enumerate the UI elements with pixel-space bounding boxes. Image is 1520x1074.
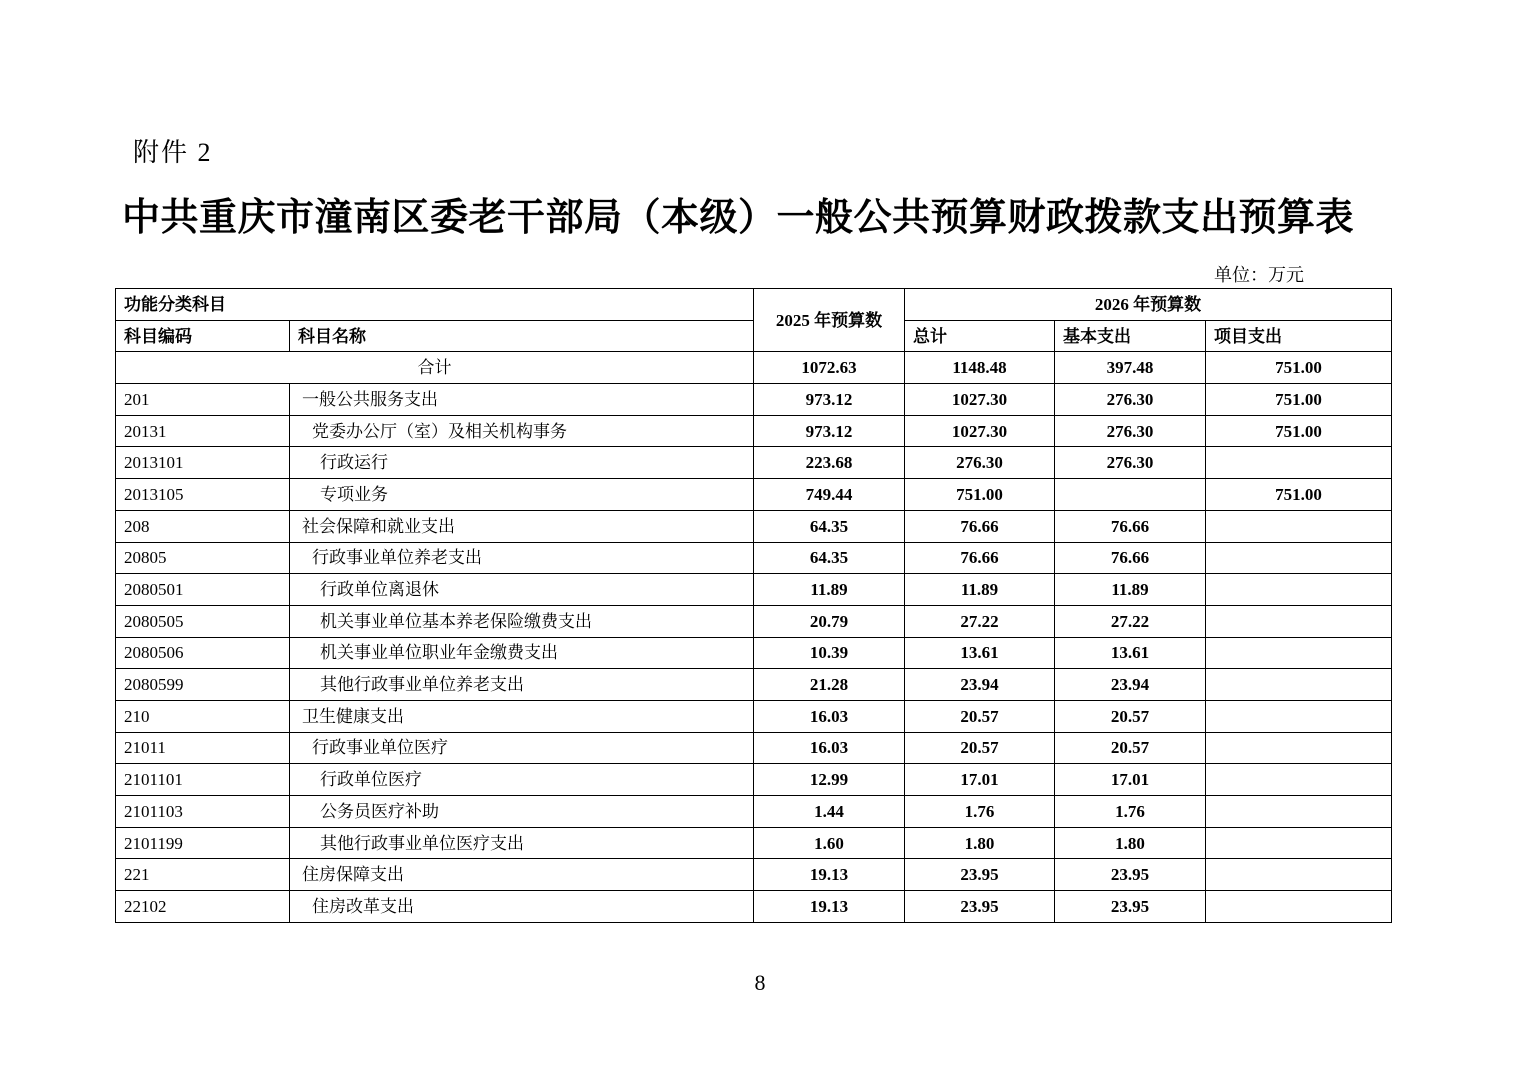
- row-2026-basic: 23.95: [1055, 859, 1206, 891]
- table-row: [116, 510, 1392, 542]
- row-2026-basic: 13.61: [1055, 637, 1206, 669]
- table-row: [116, 447, 1392, 479]
- row-2026-basic: 1.76: [1055, 796, 1206, 828]
- row-name: 卫生健康支出: [290, 700, 754, 732]
- row-2026-basic: 20.57: [1055, 700, 1206, 732]
- header-name: 科目名称: [290, 320, 754, 352]
- attachment-label: 附件 2: [133, 138, 213, 167]
- row-2025: 21.28: [754, 669, 905, 701]
- row-code: 2013105: [116, 479, 290, 511]
- row-2026-project: [1206, 796, 1392, 828]
- row-2026-total: 76.66: [905, 510, 1055, 542]
- table-row: [116, 479, 1392, 511]
- row-2026-project: [1206, 637, 1392, 669]
- row-2025: 16.03: [754, 732, 905, 764]
- row-2026-total: 11.89: [905, 574, 1055, 606]
- row-2025: 64.35: [754, 510, 905, 542]
- row-code: 201: [116, 384, 290, 416]
- row-2026-project: [1206, 542, 1392, 574]
- row-name: 行政单位离退休: [290, 574, 754, 606]
- header-basic: 基本支出: [1055, 320, 1206, 352]
- row-code: 22102: [116, 891, 290, 923]
- row-2026-project: [1206, 859, 1392, 891]
- row-2026-total: 23.95: [905, 859, 1055, 891]
- row-code: 2080506: [116, 637, 290, 669]
- row-2026-basic: 17.01: [1055, 764, 1206, 796]
- row-name: 行政运行: [290, 447, 754, 479]
- row-2026-project: [1206, 574, 1392, 606]
- row-name: 机关事业单位职业年金缴费支出: [290, 637, 754, 669]
- row-2026-basic: 20.57: [1055, 732, 1206, 764]
- table-row: [116, 574, 1392, 606]
- row-2026-basic: 276.30: [1055, 415, 1206, 447]
- row-2026-basic: 23.94: [1055, 669, 1206, 701]
- row-2026-project: 751.00: [1206, 384, 1392, 416]
- row-name: 专项业务: [290, 479, 754, 511]
- total-2025: 1072.63: [754, 352, 905, 384]
- unit-label: 单位：万元: [1214, 265, 1304, 285]
- table-row: [116, 700, 1392, 732]
- row-2026-total: 27.22: [905, 605, 1055, 637]
- row-code: 21011: [116, 732, 290, 764]
- total-label: 合计: [116, 352, 754, 384]
- row-2025: 19.13: [754, 891, 905, 923]
- row-2026-basic: 276.30: [1055, 384, 1206, 416]
- header-total: 总计: [905, 320, 1055, 352]
- row-name: 行政事业单位养老支出: [290, 542, 754, 574]
- row-2025: 20.79: [754, 605, 905, 637]
- row-2026-project: [1206, 669, 1392, 701]
- row-2025: 1.60: [754, 827, 905, 859]
- row-code: 2080501: [116, 574, 290, 606]
- row-2026-total: 276.30: [905, 447, 1055, 479]
- row-code: 208: [116, 510, 290, 542]
- row-name: 住房改革支出: [290, 891, 754, 923]
- row-2026-project: [1206, 732, 1392, 764]
- row-2026-total: 20.57: [905, 732, 1055, 764]
- row-2026-total: 1.80: [905, 827, 1055, 859]
- row-2025: 11.89: [754, 574, 905, 606]
- row-code: 221: [116, 859, 290, 891]
- table-row: [116, 415, 1392, 447]
- row-2026-basic: 76.66: [1055, 542, 1206, 574]
- row-2025: 1.44: [754, 796, 905, 828]
- row-name: 其他行政事业单位养老支出: [290, 669, 754, 701]
- row-2025: 64.35: [754, 542, 905, 574]
- row-2026-basic: 1.80: [1055, 827, 1206, 859]
- page-number: 8: [754, 970, 766, 995]
- row-2026-total: 751.00: [905, 479, 1055, 511]
- row-code: 2101103: [116, 796, 290, 828]
- row-2026-basic: 27.22: [1055, 605, 1206, 637]
- row-2025: 19.13: [754, 859, 905, 891]
- row-2026-total: 23.94: [905, 669, 1055, 701]
- row-2026-total: 20.57: [905, 700, 1055, 732]
- row-name: 社会保障和就业支出: [290, 510, 754, 542]
- table-row: [116, 384, 1392, 416]
- row-code: 2080505: [116, 605, 290, 637]
- row-name: 机关事业单位基本养老保险缴费支出: [290, 605, 754, 637]
- row-2026-basic: 23.95: [1055, 891, 1206, 923]
- row-code: 2080599: [116, 669, 290, 701]
- header-2025-budget: 2025 年预算数: [754, 289, 905, 352]
- row-2026-basic: 76.66: [1055, 510, 1206, 542]
- row-2026-project: 751.00: [1206, 479, 1392, 511]
- row-2026-project: [1206, 827, 1392, 859]
- row-2026-total: 1027.30: [905, 415, 1055, 447]
- row-2025: 12.99: [754, 764, 905, 796]
- row-2026-project: [1206, 605, 1392, 637]
- row-code: 2101101: [116, 764, 290, 796]
- row-2026-project: [1206, 700, 1392, 732]
- table-row: [116, 796, 1392, 828]
- row-2026-project: [1206, 510, 1392, 542]
- total-2026-basic: 397.48: [1055, 352, 1206, 384]
- header-project: 项目支出: [1206, 320, 1392, 352]
- row-code: 210: [116, 700, 290, 732]
- row-2025: 10.39: [754, 637, 905, 669]
- row-code: 2101199: [116, 827, 290, 859]
- table-row: [116, 891, 1392, 923]
- row-code: 20805: [116, 542, 290, 574]
- row-2026-total: 23.95: [905, 891, 1055, 923]
- row-2026-project: 751.00: [1206, 415, 1392, 447]
- row-2026-project: [1206, 891, 1392, 923]
- row-name: 公务员医疗补助: [290, 796, 754, 828]
- row-code: 20131: [116, 415, 290, 447]
- row-name: 行政单位医疗: [290, 764, 754, 796]
- table-row: [116, 859, 1392, 891]
- table-row: [116, 542, 1392, 574]
- table-row: [116, 764, 1392, 796]
- header-row-1: [116, 289, 1392, 321]
- row-2026-total: 1.76: [905, 796, 1055, 828]
- row-name: 其他行政事业单位医疗支出: [290, 827, 754, 859]
- row-2025: 16.03: [754, 700, 905, 732]
- row-name: 行政事业单位医疗: [290, 732, 754, 764]
- total-2026-project: 751.00: [1206, 352, 1392, 384]
- row-name: 党委办公厅（室）及相关机构事务: [290, 415, 754, 447]
- row-2026-project: [1206, 447, 1392, 479]
- row-2025: 973.12: [754, 384, 905, 416]
- header-2026-budget: 2026 年预算数: [905, 289, 1392, 321]
- row-2026-total: 76.66: [905, 542, 1055, 574]
- header-func-class: 功能分类科目: [116, 289, 754, 321]
- row-2026-total: 1027.30: [905, 384, 1055, 416]
- table-row: [116, 732, 1392, 764]
- row-2025: 749.44: [754, 479, 905, 511]
- total-2026-total: 1148.48: [905, 352, 1055, 384]
- row-2026-project: [1206, 764, 1392, 796]
- page-title: 中共重庆市潼南区委老干部局（本级）一般公共预算财政拨款支出预算表: [122, 195, 1355, 239]
- row-2026-basic: [1055, 479, 1206, 511]
- header-code: 科目编码: [116, 320, 290, 352]
- table-row: [116, 637, 1392, 669]
- table-row: [116, 827, 1392, 859]
- table-row: [116, 605, 1392, 637]
- row-name: 住房保障支出: [290, 859, 754, 891]
- table-row: [116, 669, 1392, 701]
- row-name: 一般公共服务支出: [290, 384, 754, 416]
- row-2025: 223.68: [754, 447, 905, 479]
- row-code: 2013101: [116, 447, 290, 479]
- budget-table: [115, 288, 1392, 923]
- row-2026-total: 17.01: [905, 764, 1055, 796]
- row-2026-basic: 11.89: [1055, 574, 1206, 606]
- row-2026-total: 13.61: [905, 637, 1055, 669]
- row-2026-basic: 276.30: [1055, 447, 1206, 479]
- row-2025: 973.12: [754, 415, 905, 447]
- total-row: [116, 352, 1392, 384]
